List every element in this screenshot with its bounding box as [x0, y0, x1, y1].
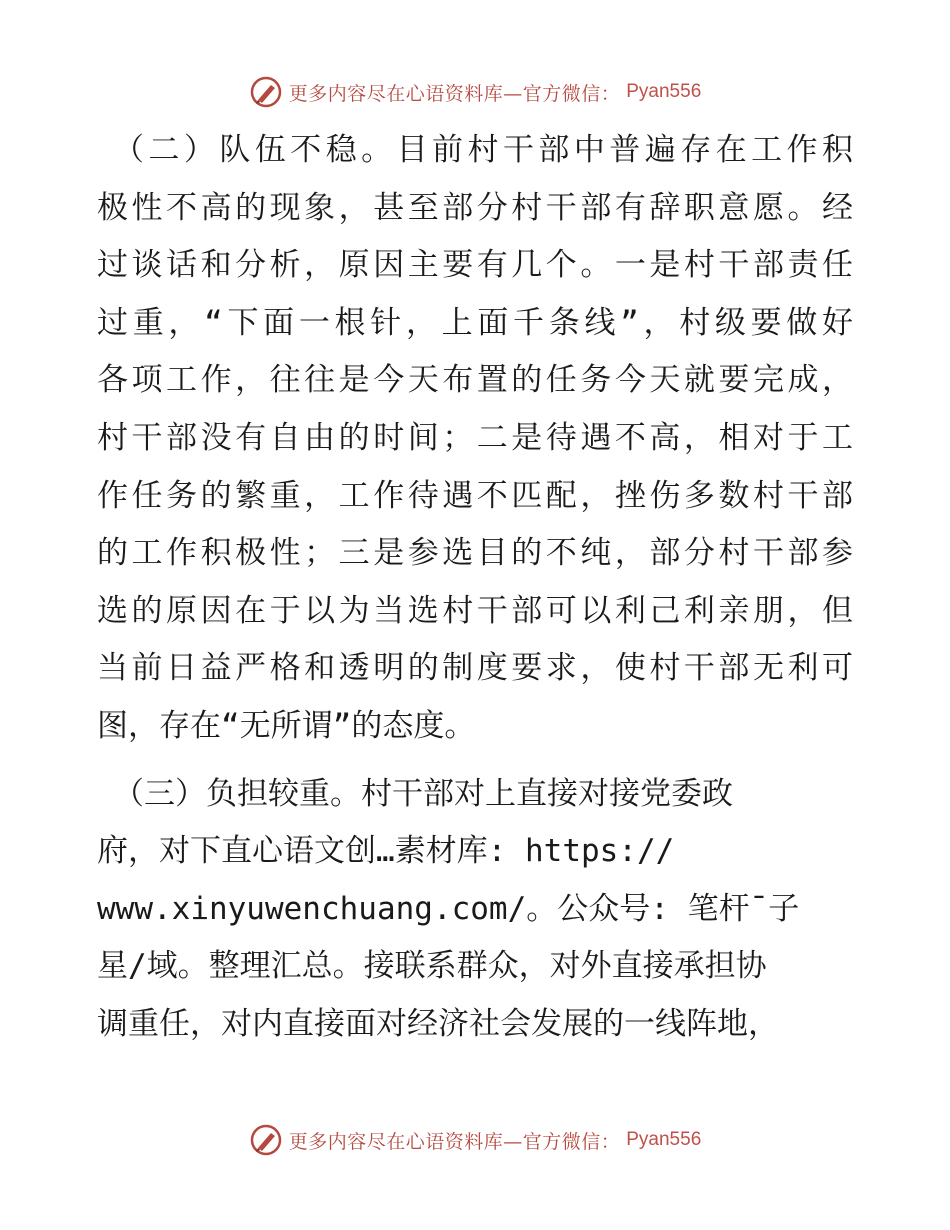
text-line: 极性不高的现象，甚至部分村干部有辞职意愿。经: [97, 189, 853, 226]
header-wechat-id: Pyan556: [626, 81, 702, 102]
text-line: 星/域。整理汇总。接联系群众，对外直接承担协: [97, 948, 767, 985]
header-banner-text: 更多内容尽在心语资料库—官方微信：: [288, 82, 621, 105]
pen-logo-icon: [249, 1123, 283, 1157]
text-line: 过重，“下面一根针，上面千条线”，村级要做好: [97, 304, 853, 341]
pen-logo-icon: [249, 75, 283, 109]
text-line: （二）队伍不稳。目前村干部中普遍存在工作积: [113, 132, 853, 168]
footer-banner: [0, 1120, 950, 1160]
footer-banner-text: 更多内容尽在心语资料库—官方微信：: [288, 1130, 621, 1153]
text-line: 村干部没有自由的时间；二是待遇不高，相对于工: [97, 419, 853, 456]
footer-wechat-id: Pyan556: [626, 1129, 702, 1150]
text-line: （三）负担较重。村干部对上直接对接党委政: [113, 775, 733, 812]
text-line: 作任务的繁重，工作待遇不匹配，挫伤多数村干部: [97, 477, 853, 514]
header-banner: [0, 72, 950, 112]
document-body: [97, 122, 853, 1054]
text-line: www.xinyuwenchuang.com/。公众号: 笔杆¯子: [97, 890, 800, 927]
text-line: 府，对下直心语文创…素材库: https://: [97, 833, 675, 870]
text-line: 选的原因在于以为当选村干部可以利己利亲朋，但: [97, 592, 853, 629]
text-line: 调重任，对内直接面对经济社会发展的一线阵地，: [97, 1005, 779, 1042]
text-line: 的工作积极性；三是参选目的不纯，部分村干部参: [97, 535, 853, 572]
text-line: 各项工作，往往是今天布置的任务今天就要完成，: [97, 362, 853, 399]
text-line: 当前日益严格和透明的制度要求，使村干部无利可: [97, 650, 853, 687]
paragraph-heavy-burden: [97, 766, 853, 1054]
text-line: 过谈话和分析，原因主要有几个。一是村干部责任: [97, 247, 853, 284]
text-line: 图，存在“无所谓”的态度。: [97, 707, 476, 744]
paragraph-team-instability: [97, 122, 853, 756]
